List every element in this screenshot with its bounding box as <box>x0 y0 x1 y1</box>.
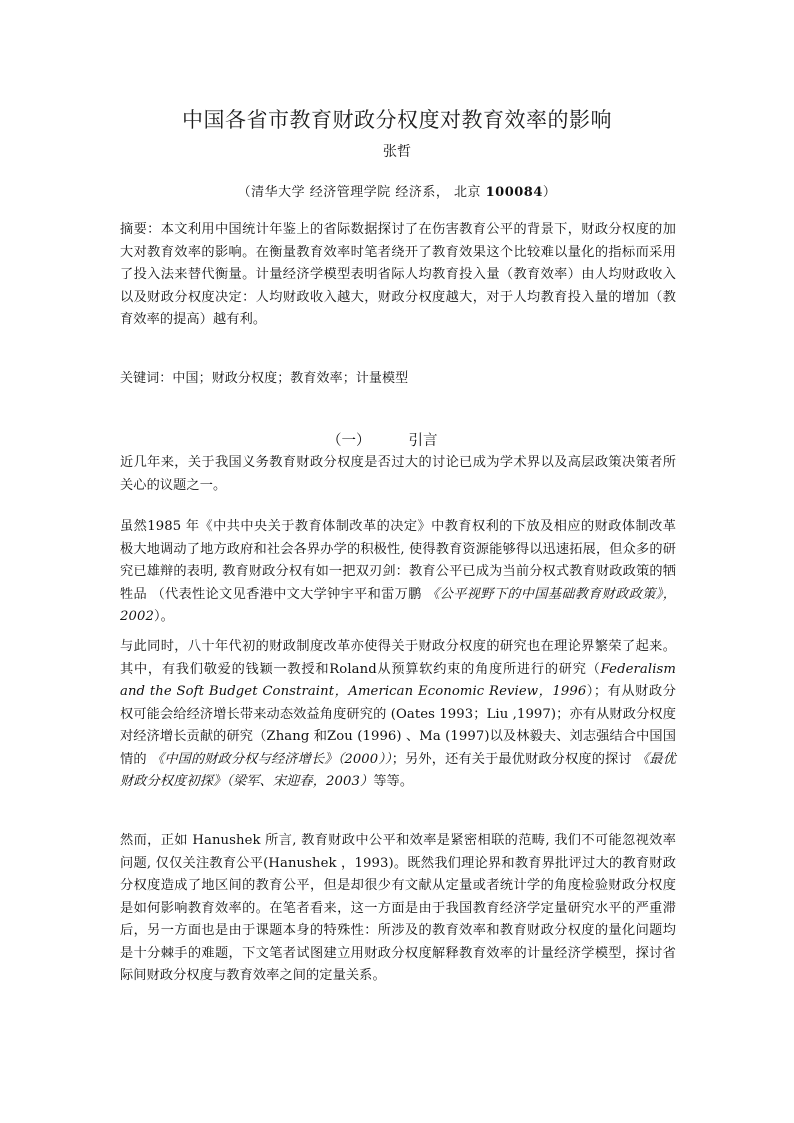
citation-italic: 《中国的财政分权与经济增长》（2000）） <box>151 751 392 767</box>
intro-paragraph-3-a: 与此同时，八十年代初的财政制度改革亦使得关于财政分权度的研究也在理论界繁荣了起来。其中，有我们敬爱的钱颖一教授和Roland从预算软约束的角度所进行的研究（ <box>120 639 676 677</box>
citation-italic: 《公平视野下的中国基础教育财政政策》，2002 <box>120 586 676 624</box>
abstract: 摘要：本文利用中国统计年鉴上的省际数据探讨了在伤害教育公平的背景下，财政分权度的加大对教育效率的影响。在衡量教育效率时笔者绕开了教育效果这个比较难以量化的指标而采用了投入法来替代衡量。计量经济学模型表明省际人均教育投入量（教育效率）由人均财政收入以及财政分权度决定：人均财政收入越大，财政分权度越大，对于人均教育投入量的增加（教育效率的提高）越有利。 <box>120 222 676 327</box>
postcode: 100084 <box>485 185 543 200</box>
author-name: 张哲 <box>383 144 411 160</box>
intro-paragraph-1: 近几年来，关于我国义务教育财政分权度是否过大的讨论已成为学术界以及高层政策决策者所关心的议题之一。 <box>120 455 676 493</box>
intro-paragraph-3 <box>120 636 676 794</box>
intro-paragraph-3-c: ）；有从财政分权可能会给经济增长带来动态效益角度研究的 (Oates 1993；Liu ,1997)；亦有从财政分权度对经济增长贡献的研究（Zhang 和Zou (1996) 、Ma (1997)以及林毅夫、刘志强结合中国国情的 <box>120 684 676 767</box>
intro-paragraph-2-end: ）。 <box>153 609 174 624</box>
intro-paragraph-3-e: ；另外，还有关于最优财政分权度的探讨 <box>391 751 637 767</box>
intro-paragraph-2 <box>120 516 676 629</box>
citation-italic: 《最优财政分权度初探》（梁军、宋迎春，2003） <box>120 751 676 789</box>
intro-paragraph-4: 然而，正如 Hanushek 所言, 教育财政中公平和效率是紧密相联的范畴, 我们不可能忽视效率问题, 仅仅关注教育公平(Hanushek ，1993)。既然我们理论界和教育界批评过大的教育财政分权度造成了地区间的教育公平，但是却很少有文献从定量或者统计学的角度检验财政分权度是如何影响教育效率的。在笔者看来，这一方面是由于我国教育经济学定量研究水平的严重滞后，另一方面也是由于课题本身的特殊性：所涉及的教育效率和教育财政分权度的量化问题均是十分棘手的难题，下文笔者试图建立用财政分权度解释教育效率的计量经济学模型，探讨省际间财政分权度与教育效率之间的定量关系。 <box>120 833 676 983</box>
affiliation-text: （清华大学 经济管理学院 经济系， 北京 <box>237 185 486 200</box>
paper-title: 中国各省市教育财政分权度对教育效率的影响 <box>182 108 612 132</box>
intro-paragraph-3-g: 等等。 <box>373 774 414 789</box>
citation-italic: Federalism and the Soft Budget Constraint，American Economic Review，1996 <box>120 661 676 699</box>
section-number: （一） <box>327 433 371 449</box>
affiliation-close: ） <box>542 185 557 200</box>
affiliation <box>0 181 794 200</box>
keywords: 关键词：中国；财政分权度；教育效率；计量模型 <box>120 371 409 386</box>
intro-paragraph-2-text: 虽然1985 年《中共中央关于教育体制改革的决定》中教育权利的下放及相应的财政体制改革极大地调动了地方政府和社会各界办学的积极性, 使得教育资源能够得以迅速拓展，但众多的研究已雄辩的表明, 教育财政分权有如一把双刃剑：教育公平已成为当前分权式教育财政政策的牺牲品 （代表性论文见香港中文大学钟宇平和雷万鹏 <box>120 519 676 602</box>
section-title: 引言 <box>408 433 438 449</box>
section-heading <box>327 429 438 450</box>
